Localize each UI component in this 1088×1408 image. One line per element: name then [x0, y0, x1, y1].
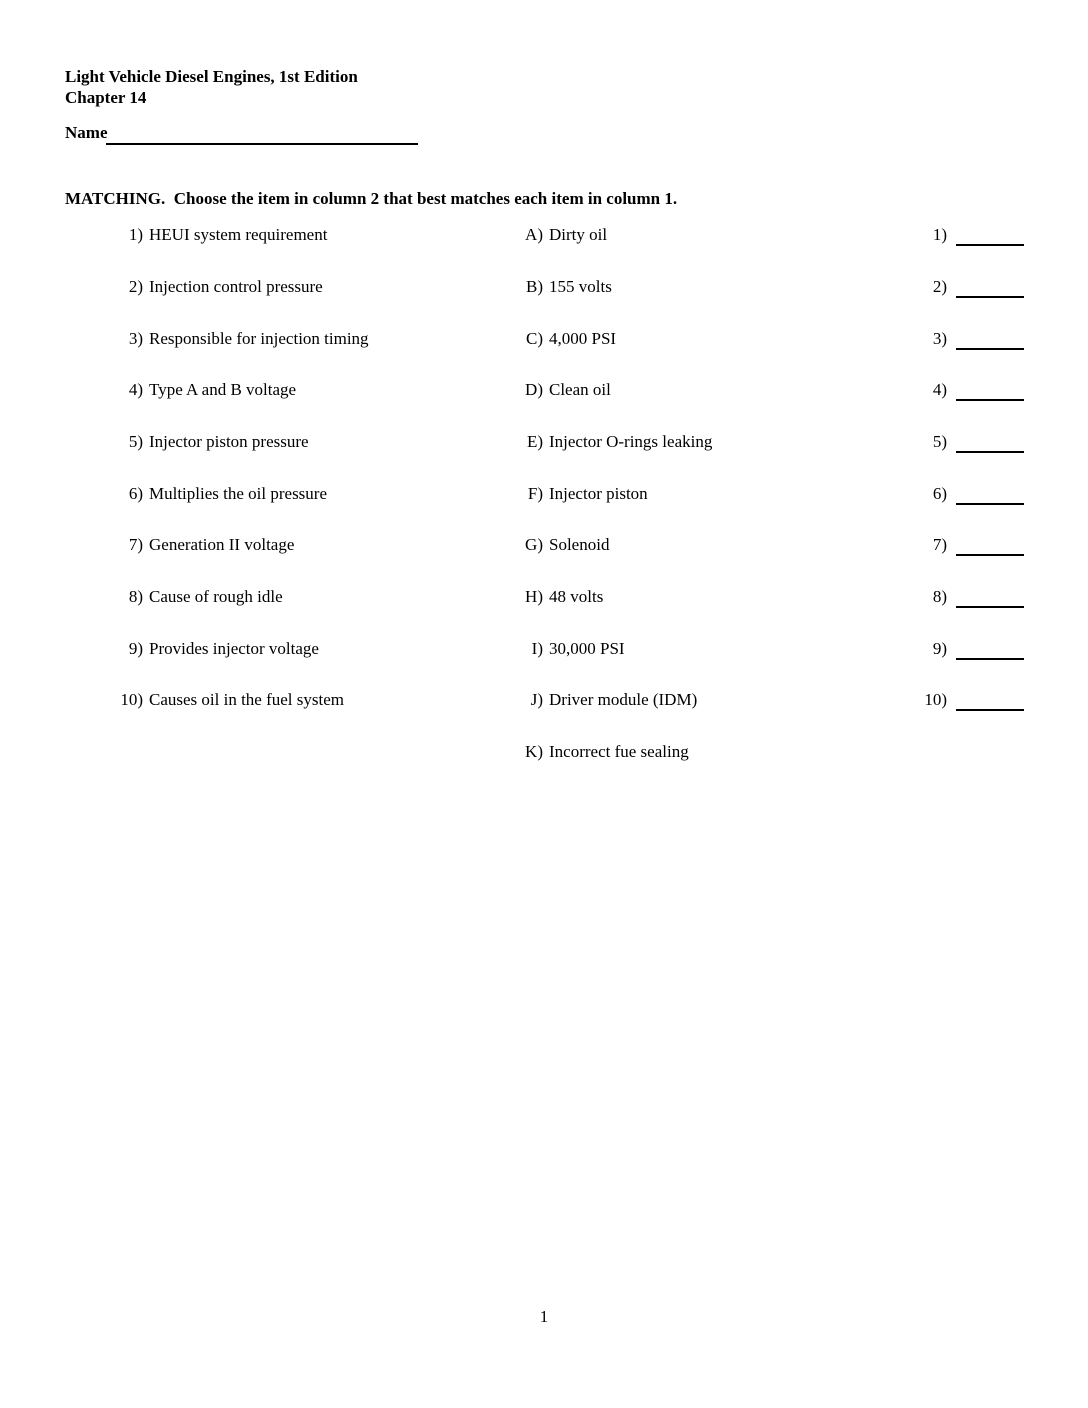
answer-blank-line [956, 689, 1024, 711]
col2-item-letter: D) [525, 380, 543, 399]
col1-item-number: 10) [120, 690, 143, 709]
page-number: 1 [539, 1307, 549, 1326]
col1-item-number: 9) [128, 639, 143, 658]
answer-number: 9) [932, 639, 947, 658]
matching-instructions: MATCHING. Choose the item in column 2 that best matches each item in column 1. [65, 189, 678, 208]
col2-item-text: Clean oil [549, 380, 611, 399]
book-title: Light Vehicle Diesel Engines, 1st Edition [65, 67, 358, 86]
name-row [65, 122, 107, 144]
col1-item-text: Provides injector voltage [149, 639, 319, 658]
col2-item-text: 4,000 PSI [549, 329, 617, 348]
answer-number: 8) [932, 587, 947, 606]
col2-item-letter: C) [526, 329, 543, 348]
col2-item-letter: G) [525, 535, 543, 554]
answer-number: 4) [932, 380, 947, 399]
col2-item-text: Injector piston [549, 484, 648, 503]
match-row-5 [0, 431, 1088, 453]
answer-number: 2) [932, 277, 947, 296]
col2-item-letter: I) [531, 639, 543, 658]
col1-item-number: 4) [128, 380, 143, 399]
col2-item-text: 48 volts [549, 587, 604, 606]
answer-number: 10) [924, 690, 947, 709]
col2-item-letter: A) [525, 225, 543, 244]
match-row-1 [0, 224, 1088, 246]
match-row-11 [0, 741, 1088, 763]
col2-item-text: Dirty oil [549, 225, 608, 244]
col1-item-text: HEUI system requirement [149, 225, 328, 244]
answer-blank-line [956, 328, 1024, 350]
answer-number: 3) [932, 329, 947, 348]
answer-blank-line [956, 431, 1024, 453]
match-row-2 [0, 276, 1088, 298]
col1-item-text: Responsible for injection timing [149, 329, 369, 348]
chapter-title: Chapter 14 [65, 88, 147, 107]
col2-item-text: 155 volts [549, 277, 612, 296]
col1-item-number: 5) [128, 432, 143, 451]
col1-item-text: Generation II voltage [149, 535, 295, 554]
col1-item-number: 1) [128, 225, 143, 244]
col2-item-letter: H) [525, 587, 543, 606]
col1-item-number: 6) [128, 484, 143, 503]
col1-item-text: Multiplies the oil pressure [149, 484, 328, 503]
answer-number: 6) [932, 484, 947, 503]
match-row-7 [0, 534, 1088, 556]
col2-item-letter: K) [525, 742, 543, 761]
match-row-6 [0, 483, 1088, 505]
col1-item-number: 7) [128, 535, 143, 554]
col1-item-text: Cause of rough idle [149, 587, 283, 606]
col2-item-letter: B) [526, 277, 543, 296]
answer-blank-line [956, 483, 1024, 505]
match-row-8 [0, 586, 1088, 608]
document-header [65, 66, 358, 108]
col2-item-text: 30,000 PSI [549, 639, 625, 658]
name-label: Name [65, 123, 108, 142]
match-row-4 [0, 379, 1088, 401]
answer-blank-line [956, 276, 1024, 298]
answer-number: 1) [932, 225, 947, 244]
col2-item-letter: F) [527, 484, 543, 503]
col1-item-number: 2) [128, 277, 143, 296]
col1-item-text: Injection control pressure [149, 277, 323, 296]
answer-blank-line [956, 379, 1024, 401]
match-row-9 [0, 638, 1088, 660]
answer-blank-line [956, 638, 1024, 660]
col2-item-text: Injector O-rings leaking [549, 432, 713, 451]
col2-item-letter: J) [530, 690, 543, 709]
answer-blank-line [956, 534, 1024, 556]
answer-blank-line [956, 586, 1024, 608]
answer-number: 7) [932, 535, 947, 554]
col1-item-text: Causes oil in the fuel system [149, 690, 345, 709]
col2-item-text: Incorrect fue sealing [549, 742, 689, 761]
match-row-3 [0, 328, 1088, 350]
answer-blank-line [956, 224, 1024, 246]
name-blank-line [106, 122, 418, 145]
col1-item-text: Injector piston pressure [149, 432, 309, 451]
answer-number: 5) [932, 432, 947, 451]
col1-item-number: 3) [128, 329, 143, 348]
col1-item-number: 8) [128, 587, 143, 606]
match-row-10 [0, 689, 1088, 711]
col2-item-text: Driver module (IDM) [549, 690, 698, 709]
col1-item-text: Type A and B voltage [149, 380, 297, 399]
col2-item-text: Solenoid [549, 535, 610, 554]
col2-item-letter: E) [526, 432, 543, 451]
